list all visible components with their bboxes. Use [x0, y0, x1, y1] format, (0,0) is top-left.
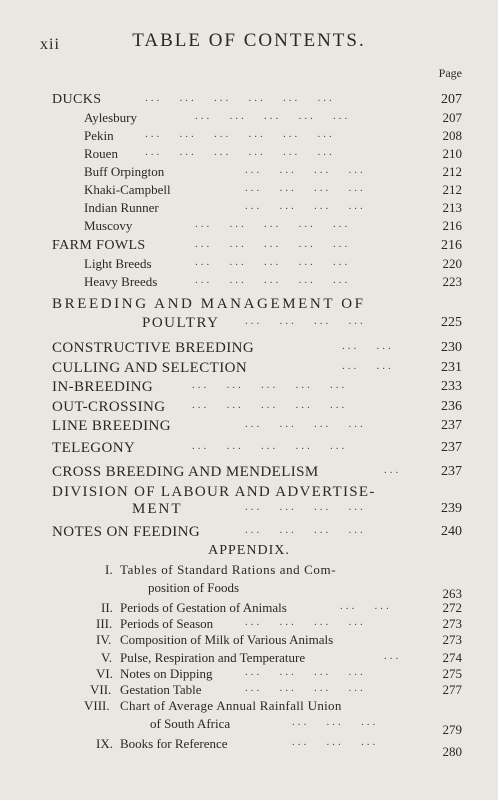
entry-label: CULLING AND SELECTION: [52, 360, 248, 376]
entry-label-line1: BREEDING AND MANAGEMENT OF: [52, 296, 366, 312]
entry-label-line2: POULTRY: [142, 315, 220, 331]
entry-page: 274: [442, 650, 462, 665]
entry-numeral: V.: [101, 650, 112, 665]
entry-label: TELEGONY: [52, 440, 136, 456]
entry-label: Muscovy: [84, 218, 133, 233]
entry-numeral: III.: [96, 616, 113, 631]
entry-label: Pekin: [84, 128, 114, 143]
appendix-heading: APPENDIX.: [208, 543, 290, 558]
dot-leader: ... ... ... ...: [245, 164, 366, 176]
entry-page: 263: [442, 586, 462, 601]
entry-label: DUCKS: [52, 92, 102, 107]
entry-page: 237: [441, 440, 462, 455]
dot-leader: ... ...: [340, 600, 392, 612]
entry-label: NOTES ON FEEDING: [52, 524, 201, 540]
dot-leader: ... ... ... ...: [245, 616, 366, 628]
dot-leader: ... ... ... ... ...: [195, 274, 351, 286]
dot-leader: ... ... ... ... ... ...: [145, 92, 335, 104]
entry-label: Aylesbury: [84, 110, 137, 125]
dot-leader: ... ... ... ...: [245, 666, 366, 678]
entry-page: 207: [441, 92, 462, 107]
entry-label: LINE BREEDING: [52, 418, 171, 434]
entry-page: 230: [441, 340, 462, 355]
entry-page: 236: [441, 399, 462, 414]
entry-page: 231: [441, 360, 462, 375]
entry-page: 273: [442, 616, 462, 631]
dot-leader: ... ... ... ... ...: [195, 238, 351, 250]
entry-label: Pulse, Respiration and Temperature: [120, 650, 306, 665]
entry-page: 239: [441, 501, 462, 516]
entry-page: 279: [442, 722, 462, 737]
entry-label: Light Breeds: [84, 256, 152, 271]
entry-page: 233: [441, 379, 462, 394]
dot-leader: ... ... ... ...: [245, 315, 366, 327]
entry-label: CONSTRUCTIVE BREEDING: [52, 340, 255, 356]
dot-leader: ... ... ... ... ...: [195, 110, 351, 122]
page-number: xii: [40, 36, 60, 53]
entry-page: 208: [442, 128, 462, 143]
entry-label: OUT-CROSSING: [52, 399, 166, 415]
entry-page: 273: [442, 632, 462, 647]
entry-label: Composition of Milk of Various Animals: [120, 632, 334, 647]
entry-label: FARM FOWLS: [52, 238, 146, 253]
entry-page: 216: [442, 218, 462, 233]
entry-label-line2: of South Africa: [150, 716, 231, 731]
entry-numeral: VI.: [96, 666, 113, 681]
dot-leader: ... ... ... ... ... ...: [145, 128, 335, 140]
dot-leader: ...: [384, 650, 402, 662]
entry-page: 213: [442, 200, 462, 215]
dot-leader: ... ... ... ... ...: [192, 399, 348, 411]
entry-label: Books for Reference: [120, 736, 228, 751]
entry-page: 237: [441, 418, 462, 433]
entry-numeral: VII.: [90, 682, 112, 697]
page-title: TABLE OF CONTENTS.: [132, 30, 366, 51]
entry-label: Periods of Season: [120, 616, 214, 631]
entry-label: Indian Runner: [84, 200, 159, 215]
entry-label-line2: MENT: [132, 501, 183, 517]
dot-leader: ...: [384, 464, 402, 476]
entry-numeral: IX.: [96, 736, 113, 751]
entry-label: Buff Orpington: [84, 164, 165, 179]
entry-page: 272: [442, 600, 462, 615]
entry-label-line1: DIVISION OF LABOUR AND ADVERTISE-: [52, 484, 376, 500]
dot-leader: ... ...: [342, 360, 394, 372]
entry-page: 223: [442, 274, 462, 289]
entry-page: 237: [441, 464, 462, 479]
entry-numeral: II.: [101, 600, 113, 615]
dot-leader: ... ... ...: [292, 736, 379, 748]
entry-numeral: I.: [105, 562, 113, 577]
dot-leader: ... ... ... ...: [245, 200, 366, 212]
entry-page: 220: [442, 256, 462, 271]
dot-leader: ... ... ... ... ... ...: [145, 146, 335, 158]
dot-leader: ... ... ... ...: [245, 524, 366, 536]
entry-label: Periods of Gestation of Animals: [120, 600, 287, 615]
entry-label: Heavy Breeds: [84, 274, 158, 289]
entry-label: Notes on Dipping: [120, 666, 213, 681]
entry-label: IN-BREEDING: [52, 379, 154, 395]
dot-leader: ... ... ...: [292, 716, 379, 728]
entry-page: 210: [442, 146, 462, 161]
entry-numeral: IV.: [96, 632, 112, 647]
entry-page: 277: [442, 682, 462, 697]
entry-label: CROSS BREEDING AND MENDELISM: [52, 464, 319, 480]
dot-leader: ... ... ... ...: [245, 682, 366, 694]
dot-leader: ... ... ... ... ...: [195, 218, 351, 230]
entry-label: Khaki-Campbell: [84, 182, 171, 197]
dot-leader: ... ... ... ...: [245, 501, 366, 513]
dot-leader: ... ...: [342, 340, 394, 352]
dot-leader: ... ... ... ... ...: [192, 379, 348, 391]
dot-leader: ... ... ... ... ...: [192, 440, 348, 452]
dot-leader: ... ... ... ...: [245, 182, 366, 194]
entry-label: Gestation Table: [120, 682, 202, 697]
dot-leader: ... ... ... ... ...: [195, 256, 351, 268]
entry-label-line1: Chart of Average Annual Rainfall Union: [120, 698, 342, 713]
entry-page: 280: [442, 744, 462, 759]
entry-page: 225: [441, 315, 462, 330]
entry-page: 216: [441, 238, 462, 253]
entry-label-line1: Tables of Standard Rations and Com-: [120, 562, 337, 577]
entry-page: 212: [442, 164, 462, 179]
entry-page: 207: [442, 110, 462, 125]
entry-page: 212: [442, 182, 462, 197]
entry-page: 240: [441, 524, 462, 539]
entry-page: 275: [442, 666, 462, 681]
page-column-label: Page: [438, 66, 462, 80]
dot-leader: ... ... ... ...: [245, 418, 366, 430]
entry-numeral: VIII.: [84, 698, 110, 713]
entry-label-line2: position of Foods: [148, 580, 240, 595]
entry-label: Rouen: [84, 146, 118, 161]
